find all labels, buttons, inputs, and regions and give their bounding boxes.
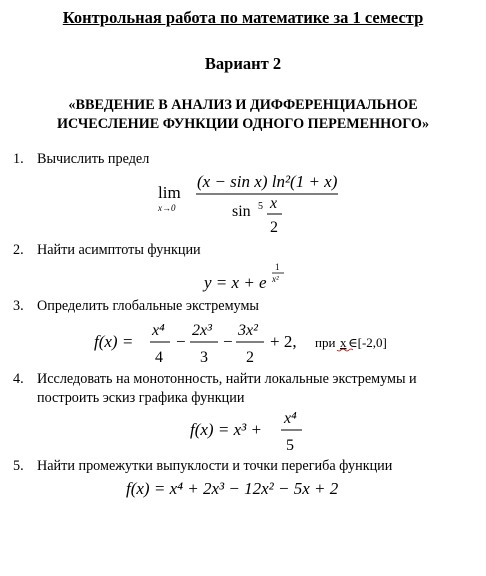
term3-denominator: 2 <box>246 349 254 366</box>
task-text: Вычислить предел <box>37 151 150 167</box>
formula-lhs: y = x + e <box>204 273 267 292</box>
task-text: Найти промежутки выпуклости и точки перегиба функции <box>37 458 393 474</box>
monotonicity-formula <box>186 405 326 457</box>
term2-numerator: 2x³ <box>192 322 212 339</box>
task-text-line-2: построить эскиз графика функции <box>37 390 245 406</box>
denominator-power: 5 <box>258 201 263 212</box>
limit-operator: lim <box>158 183 181 202</box>
task-text: Найти асимптоты функции <box>37 242 201 258</box>
asymptote-formula <box>200 258 310 296</box>
topic-line-2: ИСЧЕСЛЕНИЕ ФУНКЦИИ ОДНОГО ПЕРЕМЕННОГО» <box>56 116 430 132</box>
limit-formula <box>140 166 360 242</box>
exponent-numerator: 1 <box>275 262 280 272</box>
condition-variable: x <box>340 335 347 350</box>
denominator-frac-num: x <box>270 195 278 212</box>
term3-numerator: 3x² <box>238 322 258 339</box>
topic-heading <box>0 96 486 134</box>
term2-denominator: 3 <box>200 349 208 366</box>
denominator-frac-den: 2 <box>270 219 278 236</box>
fraction-numerator: x⁴ <box>284 410 297 427</box>
term1-numerator: x⁴ <box>152 322 165 339</box>
formula-lhs: f(x) = x³ + <box>190 420 262 439</box>
task-number: 2. <box>13 242 24 258</box>
condition-range: ∈[-2,0] <box>348 335 387 350</box>
formula-expression: f(x) = x⁴ + 2x³ − 12x² − 5x + 2 <box>126 479 339 498</box>
task-text <box>37 370 481 408</box>
task-number: 4. <box>13 371 24 387</box>
task-text: Определить глобальные экстремумы <box>37 298 259 314</box>
document-title: Контрольная работа по математике за 1 семестр <box>62 8 424 27</box>
term1-denominator: 4 <box>155 349 163 366</box>
task-number: 3. <box>13 298 24 314</box>
denominator-function: sin <box>232 203 251 220</box>
operator-2: − <box>223 332 233 351</box>
task-number: 1. <box>13 151 24 167</box>
exponent-denominator: x² <box>272 274 279 284</box>
variant-heading: Вариант 2 <box>204 54 282 73</box>
fraction-denominator: 5 <box>286 437 294 454</box>
topic-line-1: «ВВЕДЕНИЕ В АНАЛИЗ И ДИФФЕРЕНЦИАЛЬНОЕ <box>68 97 418 113</box>
formula-tail: + 2, <box>270 332 297 351</box>
task-text-line-1: Исследовать на монотонность, найти локальные экстремумы и <box>37 371 417 387</box>
convexity-formula <box>120 474 380 502</box>
limit-numerator: (x − sin x) ln²(1 + x) <box>197 172 338 191</box>
extremum-formula <box>90 315 410 373</box>
formula-lhs: f(x) = <box>94 332 134 351</box>
condition-prefix: при <box>315 335 336 350</box>
operator-1: − <box>176 332 186 351</box>
limit-subscript: x→0 <box>158 203 176 213</box>
task-number: 5. <box>13 458 24 474</box>
